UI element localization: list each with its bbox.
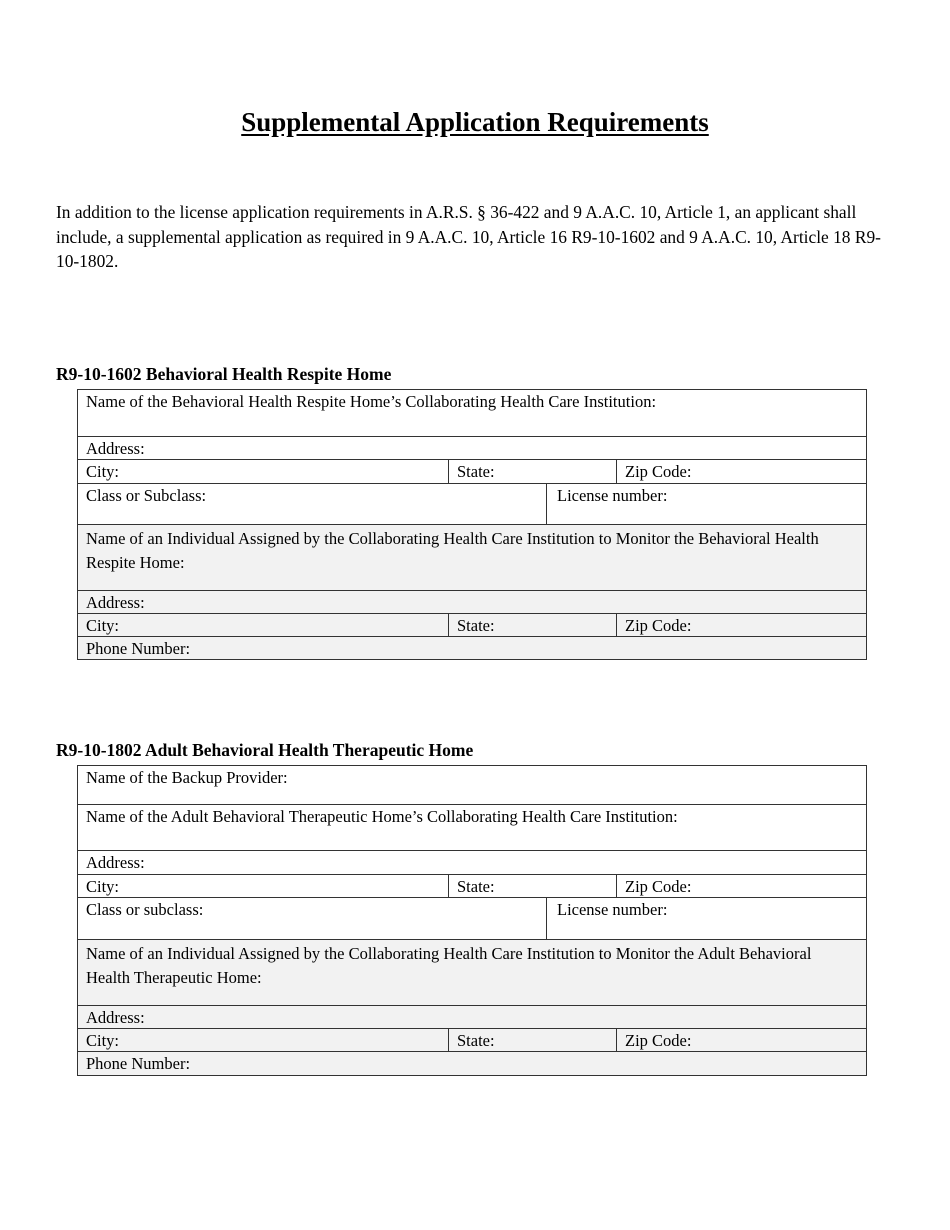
backup-provider-field[interactable]: Name of the Backup Provider: [86, 768, 288, 787]
institution-row-2 [78, 804, 866, 850]
class-license-row-2 [78, 897, 866, 939]
institution-row [78, 390, 866, 436]
monitor-zip-code-field-2[interactable]: Zip Code: [616, 1029, 866, 1051]
class-license-row [78, 483, 866, 524]
address-row [78, 436, 866, 459]
monitor-name-field-2[interactable]: Name of an Individual Assigned by the Collaborating Health Care Institution to Monitor the Adult Behavioral Health Therapeutic Home: [86, 944, 812, 987]
monitor-city-state-zip-row-2 [78, 1028, 866, 1051]
monitor-address-field[interactable]: Address: [86, 593, 145, 612]
monitor-address-row [78, 590, 866, 613]
respite-home-form [77, 389, 867, 660]
institution-name-field-2[interactable]: Name of the Adult Behavioral Therapeutic Home’s Collaborating Health Care Institution: [86, 807, 678, 826]
zip-code-field[interactable]: Zip Code: [616, 460, 866, 483]
address-field-2[interactable]: Address: [86, 853, 145, 872]
city-state-zip-row-2 [78, 874, 866, 897]
city-state-zip-row [78, 459, 866, 483]
monitor-address-row-2 [78, 1005, 866, 1028]
section-heading-respite-home: R9-10-1602 Behavioral Health Respite Home [56, 364, 392, 384]
address-field[interactable]: Address: [86, 439, 145, 458]
monitor-city-state-zip-row [78, 613, 866, 636]
monitor-row [78, 524, 866, 590]
class-subclass-field[interactable]: Class or Subclass: [86, 486, 207, 505]
monitor-state-field[interactable]: State: [448, 614, 616, 636]
monitor-city-field-2[interactable]: City: [86, 1031, 120, 1050]
zip-code-field-2[interactable]: Zip Code: [616, 875, 866, 897]
phone-row [78, 636, 866, 659]
phone-number-field-2[interactable]: Phone Number: [86, 1054, 191, 1073]
state-field-2[interactable]: State: [448, 875, 616, 897]
phone-number-field[interactable]: Phone Number: [86, 639, 191, 658]
intro-paragraph: In addition to the license application requirements in A.R.S. § 36-422 and 9 A.A.C. 10, Article 1, an applicant shall include, a supplemental application as required in 9 A.A.C. 10, Article 16 R9-10-1602 and 9 A.A.C. 10, Article 18 R9-10-1802. [56, 202, 881, 271]
license-number-field[interactable]: License number: [546, 484, 866, 524]
license-number-field-2[interactable]: License number: [546, 898, 866, 939]
city-field[interactable]: City: [86, 462, 120, 481]
therapeutic-home-form [77, 765, 867, 1076]
section-heading-therapeutic-home: R9-10-1802 Adult Behavioral Health Therapeutic Home [56, 740, 474, 760]
institution-name-field[interactable]: Name of the Behavioral Health Respite Home’s Collaborating Health Care Institution: [86, 392, 657, 411]
monitor-row-2 [78, 939, 866, 1005]
page-title: Supplemental Application Requirements [241, 107, 709, 137]
phone-row-2 [78, 1051, 866, 1075]
monitor-city-field[interactable]: City: [86, 616, 120, 635]
monitor-name-field[interactable]: Name of an Individual Assigned by the Collaborating Health Care Institution to Monitor the Behavioral Health Respite Home: [86, 529, 819, 572]
monitor-address-field-2[interactable]: Address: [86, 1008, 145, 1027]
state-field[interactable]: State: [448, 460, 616, 483]
monitor-state-field-2[interactable]: State: [448, 1029, 616, 1051]
city-field-2[interactable]: City: [86, 877, 120, 896]
address-row-2 [78, 850, 866, 874]
backup-provider-row [78, 766, 866, 804]
class-subclass-field-2[interactable]: Class or subclass: [86, 900, 204, 919]
monitor-zip-code-field[interactable]: Zip Code: [616, 614, 866, 636]
